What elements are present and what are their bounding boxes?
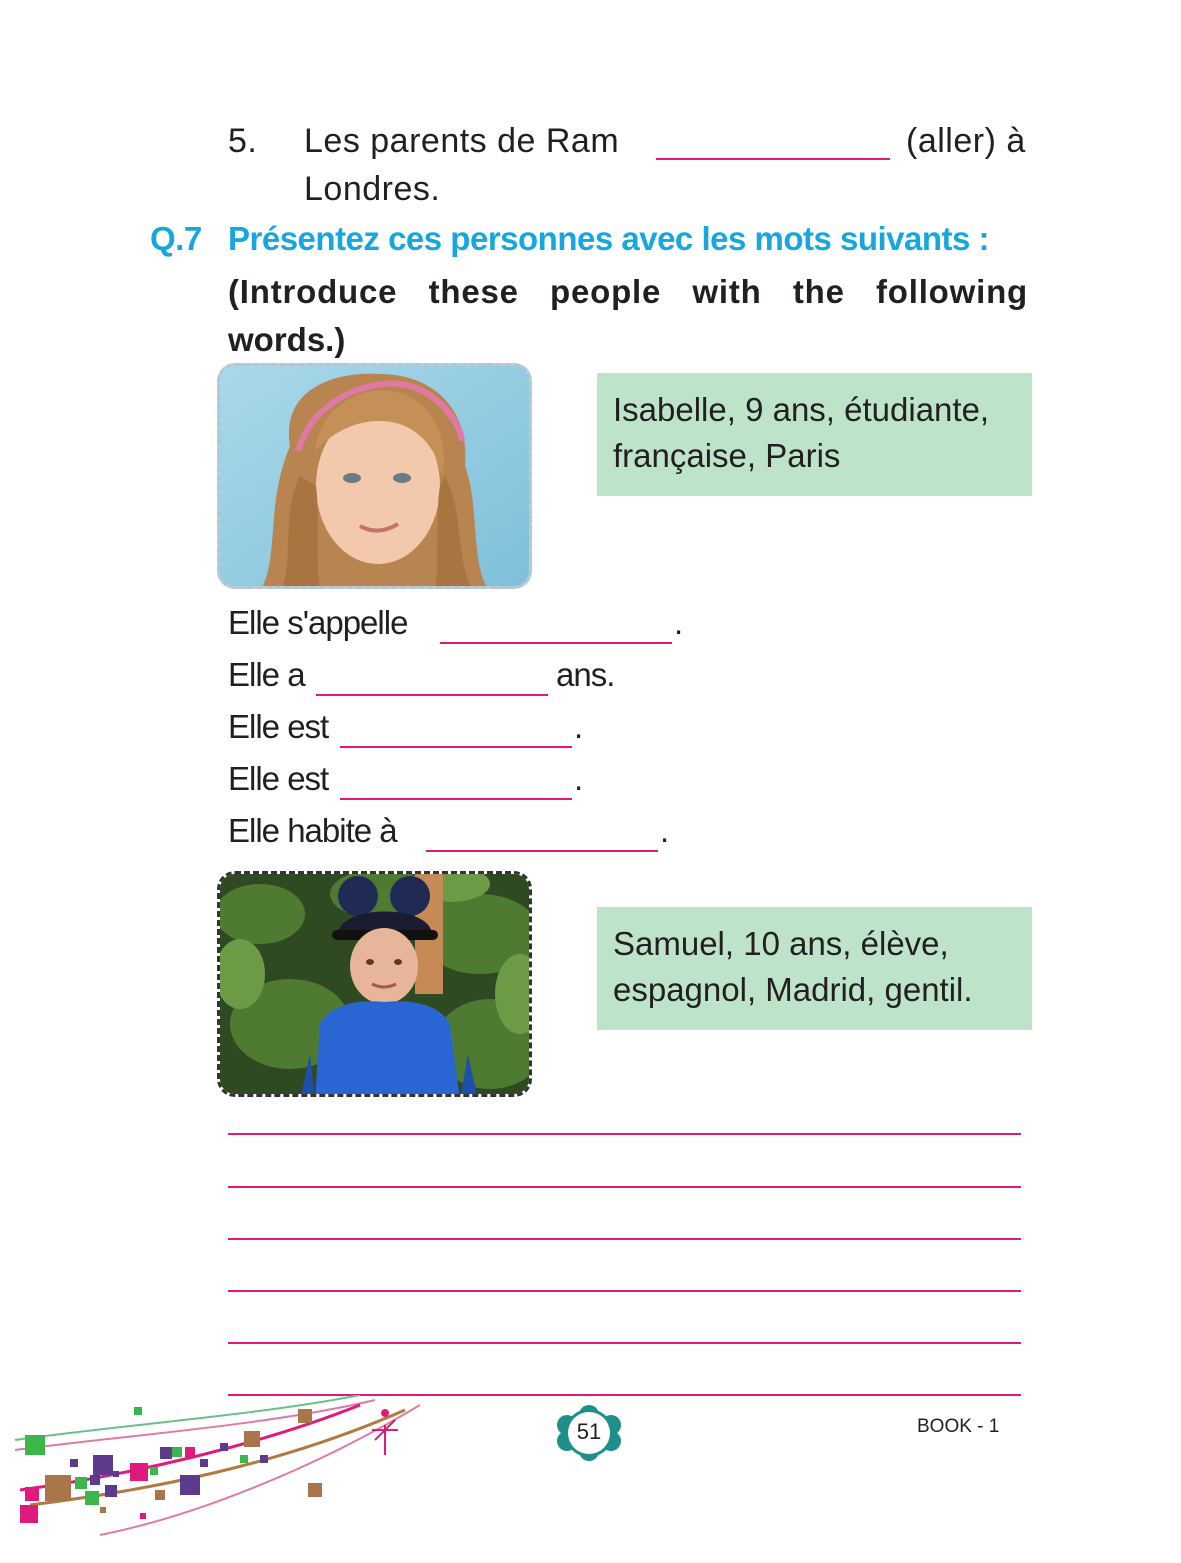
sentence-end: .: [574, 708, 583, 745]
sentence-end: .: [674, 604, 683, 641]
question-title: Présentez ces personnes avec les mots suivants :: [228, 220, 990, 257]
sentence-text: Elle habite à: [228, 812, 397, 849]
page-number: 51: [576, 1419, 602, 1444]
answer-blank[interactable]: [426, 850, 658, 852]
sentence-row: [228, 656, 828, 700]
info-line-2: espagnol, Madrid, gentil.: [613, 971, 973, 1008]
sentence-row: [228, 812, 828, 856]
subtitle-line-2: words.): [228, 321, 346, 358]
answer-blank[interactable]: [656, 158, 890, 160]
girl-photo: [217, 363, 532, 589]
boy-illustration: [220, 874, 532, 1097]
decorative-ornament: [0, 1395, 430, 1545]
question-subtitle: [228, 268, 1028, 364]
item-continuation: Londres.: [304, 170, 441, 208]
question-heading: [150, 220, 1050, 258]
writing-line[interactable]: [228, 1133, 1021, 1135]
writing-line[interactable]: [228, 1238, 1021, 1240]
item-text-before: Les parents de Ram: [304, 122, 620, 160]
info-line-1: Isabelle, 9 ans, étudiante,: [613, 391, 990, 428]
info-line-1: Samuel, 10 ans, élève,: [613, 925, 949, 962]
writing-line[interactable]: [228, 1186, 1021, 1188]
sentence-end: ans.: [556, 656, 615, 693]
girl-illustration: [220, 366, 532, 589]
boy-photo: [217, 871, 532, 1097]
sentence-text: Elle est: [228, 708, 329, 745]
answer-blank[interactable]: [316, 694, 548, 696]
sentence-end: .: [574, 760, 583, 797]
person-info-box: [597, 373, 1032, 496]
item-number: 5.: [228, 122, 258, 160]
sentence-text: Elle s'appelle: [228, 604, 408, 641]
writing-line[interactable]: [228, 1342, 1021, 1344]
sentence-row: [228, 604, 828, 648]
answer-blank[interactable]: [340, 798, 572, 800]
answer-blank[interactable]: [340, 746, 572, 748]
sentence-row: [228, 760, 828, 804]
person-info-box: [597, 907, 1032, 1030]
sentence-row: [228, 708, 828, 752]
page-number-badge: [553, 1405, 625, 1461]
writing-line[interactable]: [228, 1290, 1021, 1292]
book-label: BOOK - 1: [917, 1416, 1000, 1437]
sentence-text: Elle a: [228, 656, 305, 693]
subtitle-line-1: (Introduce these people with the following: [228, 273, 1028, 310]
question-label: Q.7: [150, 220, 202, 257]
info-line-2: française, Paris: [613, 437, 841, 474]
sentence-end: .: [660, 812, 669, 849]
answer-blank[interactable]: [440, 642, 672, 644]
item-text-after: (aller) à: [906, 122, 1026, 160]
sentence-text: Elle est: [228, 760, 329, 797]
